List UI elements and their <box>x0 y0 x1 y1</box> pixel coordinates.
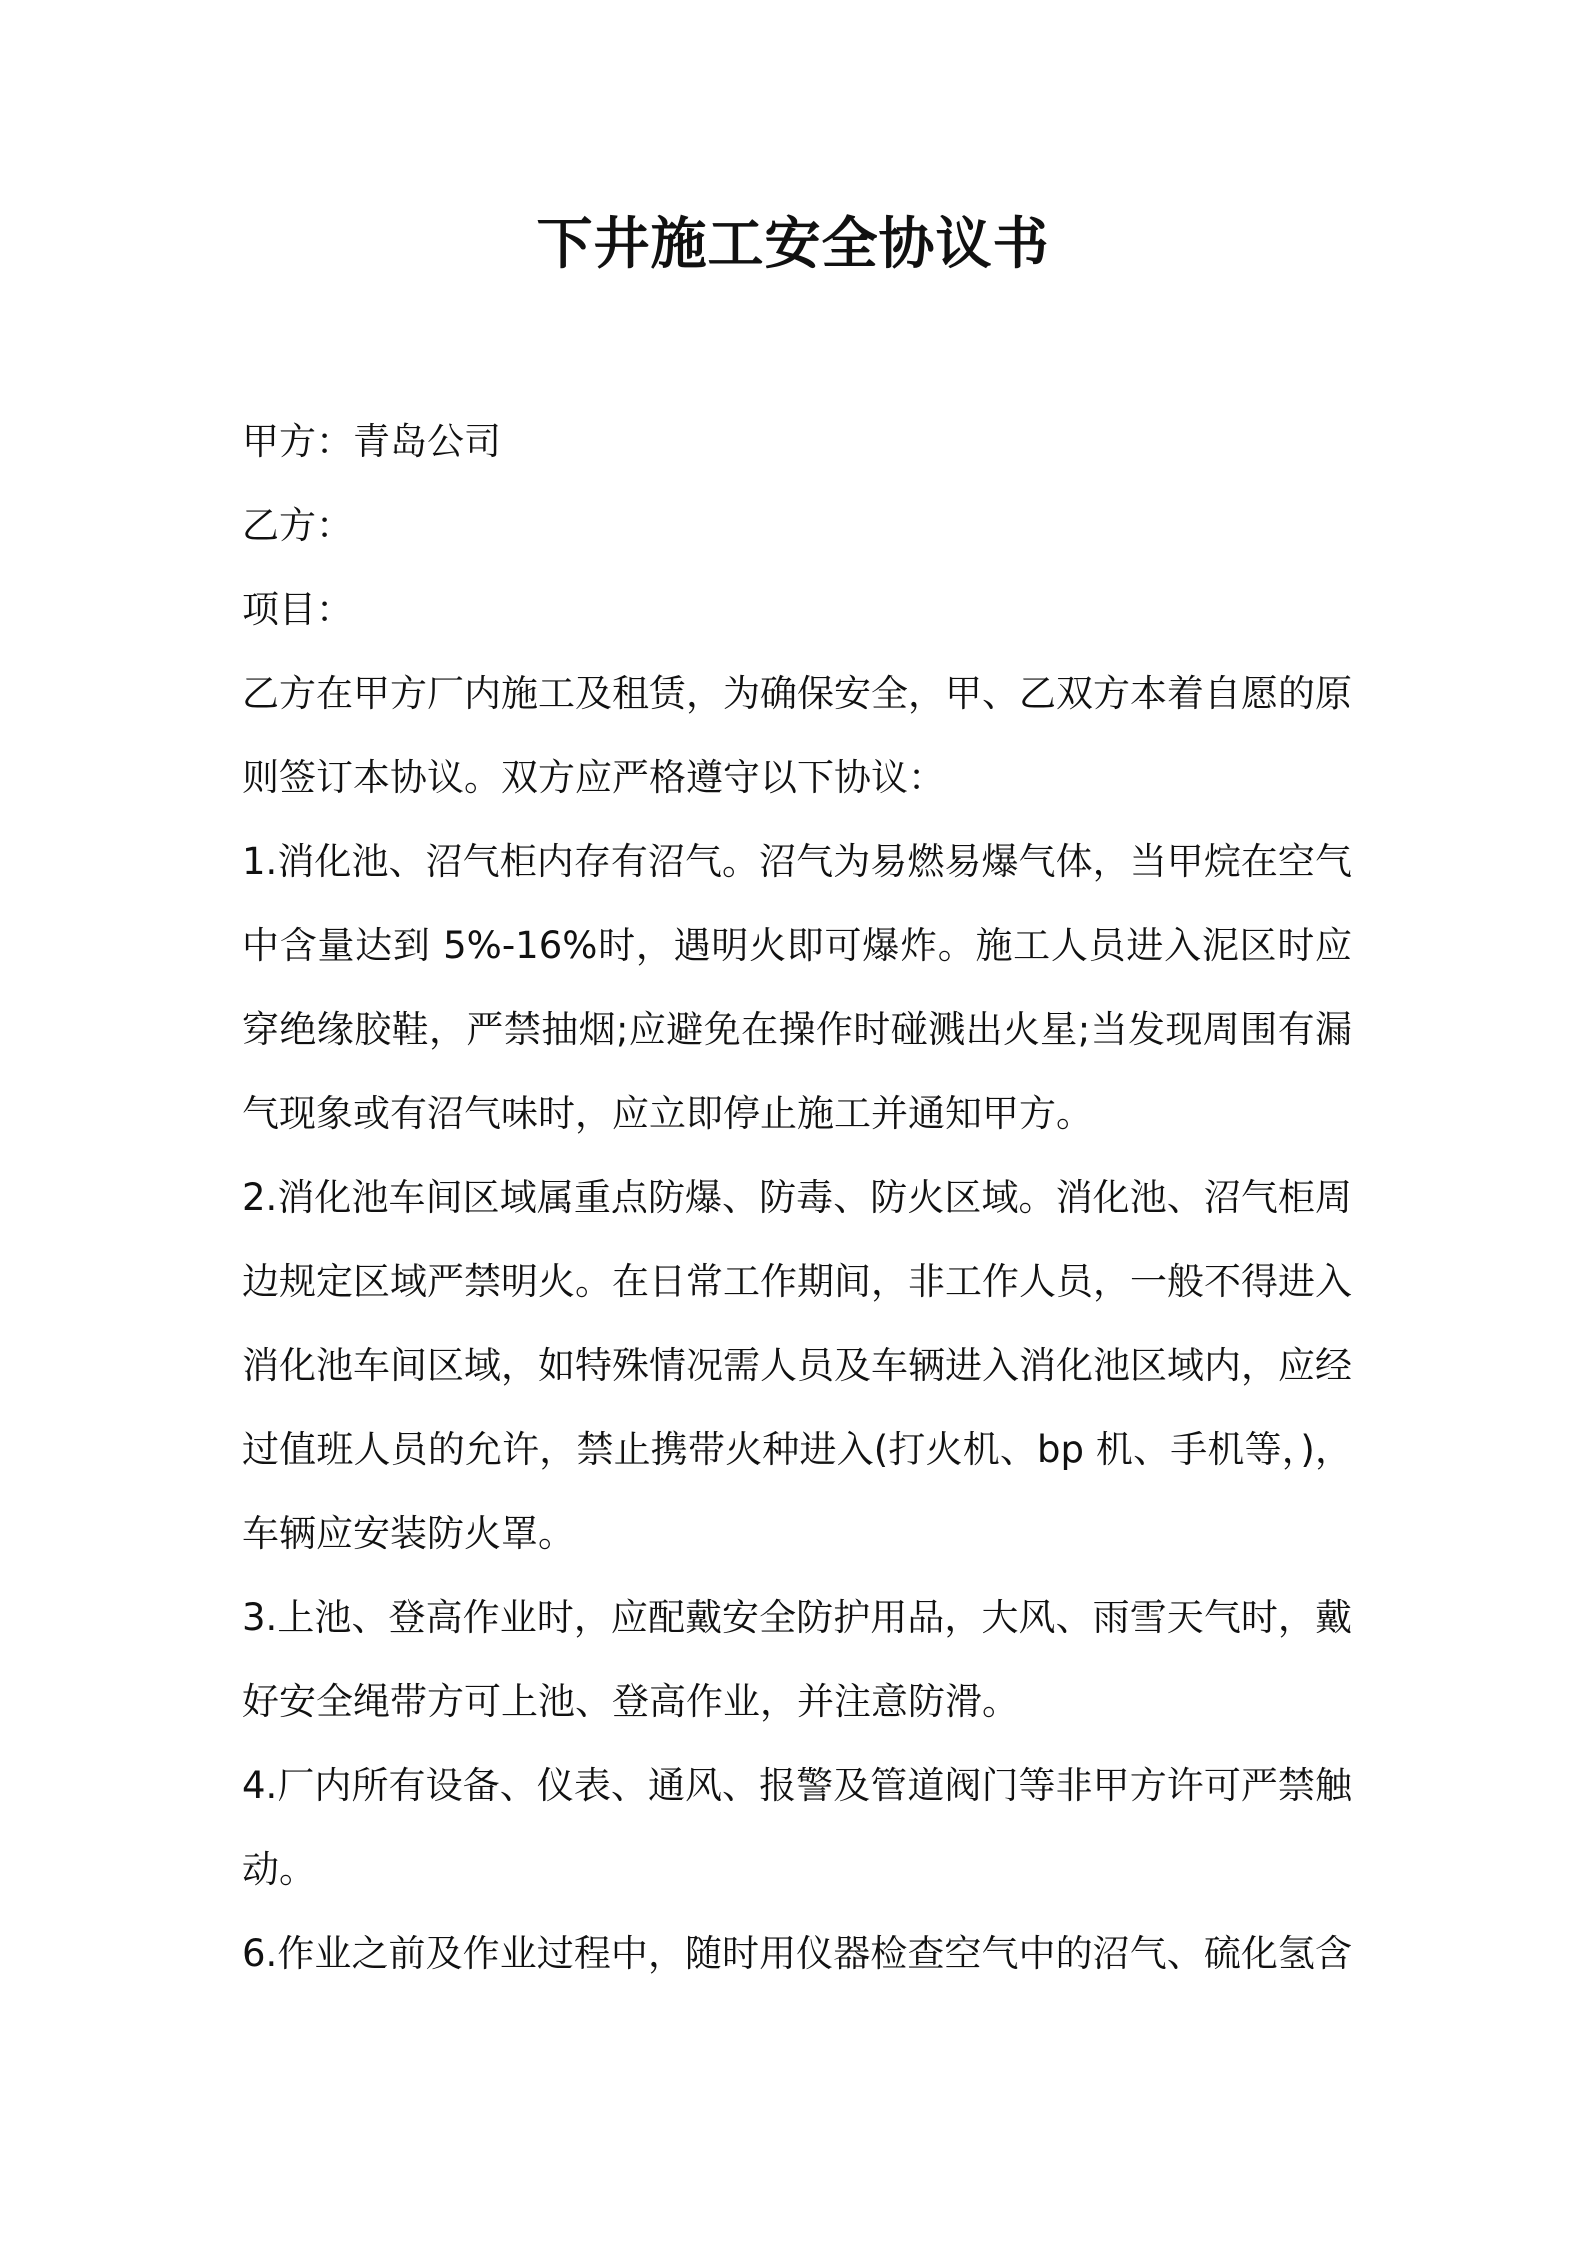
paragraph-line: 乙方在甲方厂内施工及租赁，为确保安全，甲、乙双方本着自愿的原 <box>242 672 1352 715</box>
paragraph-line: 6.作业之前及作业过程中，随时用仪器检查空气中的沼气、硫化氢含 <box>242 1932 1352 1975</box>
document-body <box>242 400 1352 1996</box>
project-line: 项目： <box>242 588 353 631</box>
paragraph-line: 2.消化池车间区域属重点防爆、防毒、防火区域。消化池、沼气柜周 <box>242 1176 1352 1219</box>
paragraph-line: 好安全绳带方可上池、登高作业，并注意防滑。 <box>242 1680 1019 1723</box>
paragraph-line: 边规定区域严禁明火。在日常工作期间，非工作人员，一般不得进入 <box>242 1260 1352 1303</box>
paragraph-line: 过值班人员的允许，禁止携带火种进入(打火机、bp 机、手机等，)， <box>242 1428 1352 1471</box>
paragraph-line: 则签订本协议。双方应严格遵守以下协议： <box>242 756 945 799</box>
paragraph-line: 气现象或有沼气味时，应立即停止施工并通知甲方。 <box>242 1092 1093 1135</box>
paragraph-line: 车辆应安装防火罩。 <box>242 1512 575 1555</box>
paragraph-line: 消化池车间区域，如特殊情况需人员及车辆进入消化池区域内，应经 <box>242 1344 1352 1387</box>
paragraph-line: 3.上池、登高作业时，应配戴安全防护用品，大风、雨雪天气时，戴 <box>242 1596 1352 1639</box>
paragraph-line: 1.消化池、沼气柜内存有沼气。沼气为易燃易爆气体，当甲烷在空气 <box>242 840 1352 883</box>
paragraph-line: 4.厂内所有设备、仪表、通风、报警及管道阀门等非甲方许可严禁触 <box>242 1764 1352 1807</box>
document-title: 下井施工安全协议书 <box>536 212 1050 277</box>
paragraph-line: 中含量达到 5%-16%时，遇明火即可爆炸。施工人员进入泥区时应 <box>242 924 1352 967</box>
paragraph-line: 动。 <box>242 1848 316 1891</box>
paragraph-line: 穿绝缘胶鞋，严禁抽烟;应避免在操作时碰溅出火星;当发现周围有漏 <box>242 1008 1352 1051</box>
party-a-line: 甲方：青岛公司 <box>242 420 501 463</box>
party-b-line: 乙方： <box>242 504 353 547</box>
